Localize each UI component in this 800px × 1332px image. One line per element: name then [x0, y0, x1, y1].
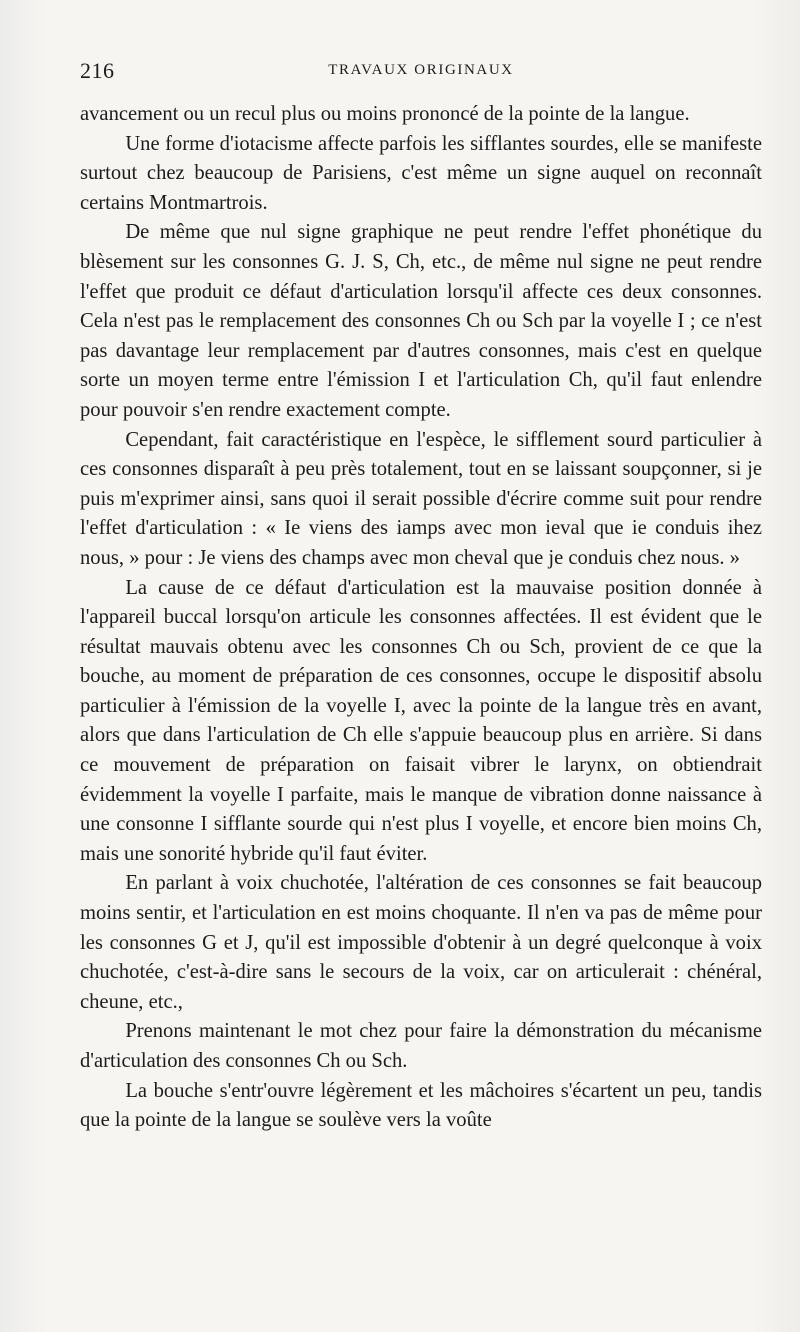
page-number: 216: [80, 58, 115, 83]
paragraph: Prenons maintenant le mot chez pour faire la démonstration du mécanisme d'articulation des consonnes Ch ou Sch.: [80, 1020, 762, 1072]
paragraph: La cause de ce défaut d'articulation est la mauvaise position donnée à l'appareil buccal lorsqu'on articule les consonnes affectées. Il est évident que le résultat mauvais obtenu avec les consonnes Ch ou Sch, provient de ce que la bouche, au moment de préparation de ces consonnes, occupe le dispositif absolu particulier à l'émission de la voyelle I, avec la pointe de la langue très en avant, alors que dans l'articulation de Ch elle s'appuie beaucoup plus en arrière. Si dans ce mouvement de préparation on faisait vibrer le larynx, on obtiendrait évidemment la voyelle I parfaite, mais le manque de vibration donne naissance à une consonne I sifflante sourde qui n'est plus I voyelle, et encore bien moins Ch, mais une sonorité hybride qu'il faut éviter.: [80, 576, 762, 865]
paragraph: Cependant, fait caractéristique en l'espèce, le sifflement sourd particulier à ces consonnes disparaît à peu près totalement, tout en se laissant soupçonner, si je puis m'exprimer ainsi, sans quoi il serait possible d'écrire comme suit pour rendre l'effet d'articulation : « Ie viens des iamps avec mon ieval que ie conduis ihez nous, » pour : Je viens des champs avec mon cheval que je conduis chez nous. »: [80, 428, 762, 569]
body-text: [80, 100, 762, 1136]
paragraph: De même que nul signe graphique ne peut rendre l'effet phonétique du blèsement sur les consonnes G. J. S, Ch, etc., de même nul signe ne peut rendre l'effet que produit ce défaut d'articulation lorsqu'il affecte ces deux consonnes. Cela n'est pas le remplacement des consonnes Ch ou Sch par la voyelle I ; ce n'est pas davantage leur remplacement par d'autres consonnes, mais c'est en quelque sorte un moyen terme entre l'émission I et l'articulation Ch, qu'il faut enlendre pour pouvoir s'en rendre exactement compte.: [80, 221, 762, 421]
paragraph: Une forme d'iotacisme affecte parfois les sifflantes sourdes, elle se manifeste surtout chez beaucoup de Parisiens, c'est même un signe auquel on reconnaît certains Montmartrois.: [80, 132, 762, 214]
paragraph: En parlant à voix chuchotée, l'altération de ces consonnes se fait beaucoup moins sentir, et l'articulation en est moins choquante. Il n'en va pas de même pour les consonnes G et J, qu'il est impossible d'obtenir à un degré quelconque à voix chuchotée, c'est-à-dire sans le secours de la voix, car on articulerait : chénéral, cheune, etc.,: [80, 872, 762, 1013]
paragraph: avancement ou un recul plus ou moins prononcé de la pointe de la langue.: [80, 103, 690, 125]
running-title: TRAVAUX ORIGINAUX: [328, 62, 514, 78]
running-head: [80, 58, 762, 94]
paragraph: La bouche s'entr'ouvre légèrement et les mâchoires s'écartent un peu, tandis que la pointe de la langue se soulève vers la voûte: [80, 1079, 762, 1132]
